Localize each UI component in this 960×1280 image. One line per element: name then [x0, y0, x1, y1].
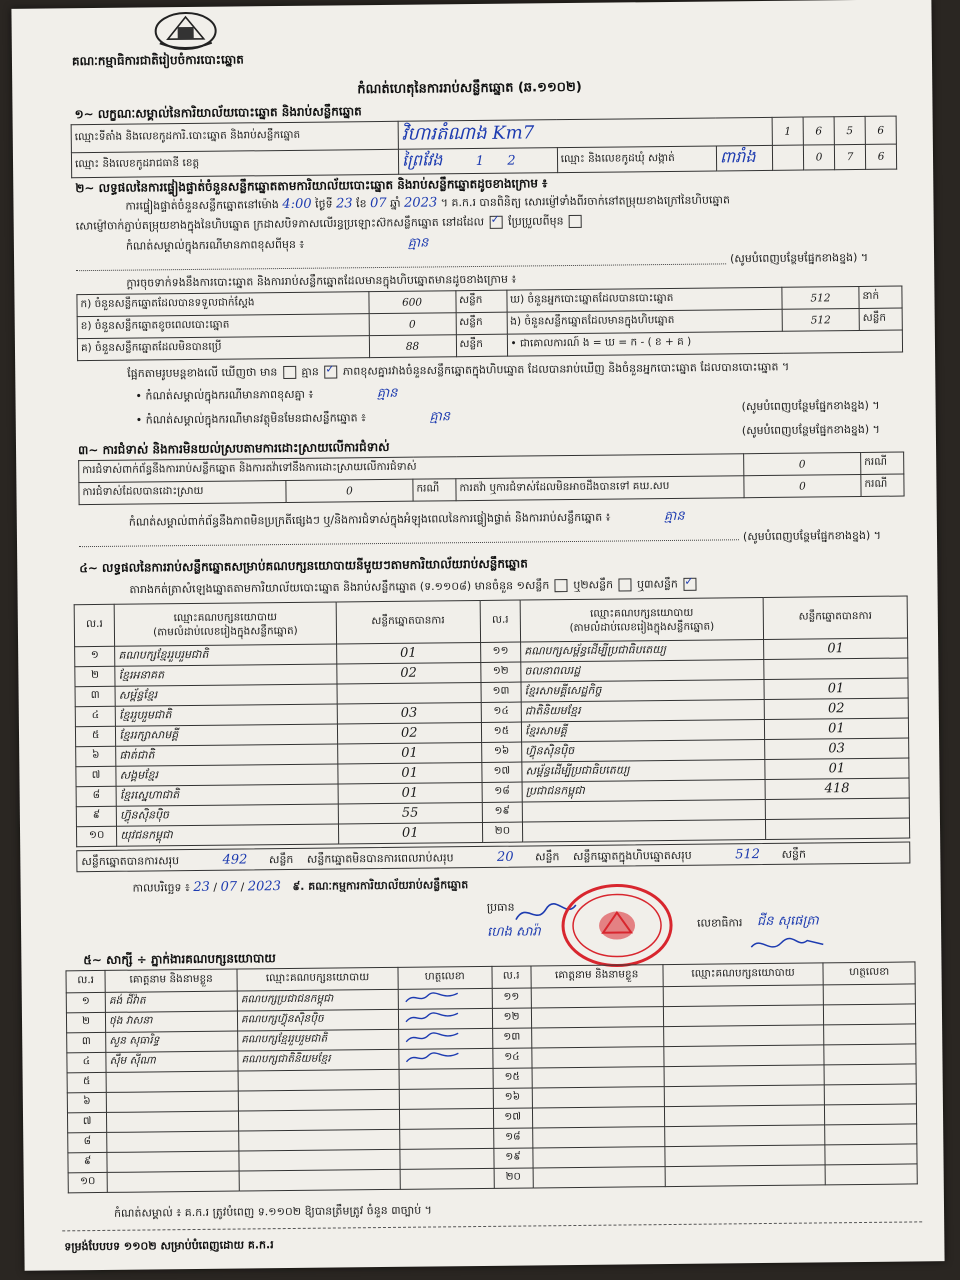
row-no: ១៣: [481, 682, 521, 702]
party-name: ខ្មែររក្សាសាមគ្គី: [116, 724, 338, 746]
vote-count: 01: [337, 742, 481, 764]
fill-back-hint: (សូមបំពេញបន្ថែមផ្នែកខាងខ្នង) ។: [730, 250, 869, 266]
changed-checkbox[interactable]: [569, 215, 582, 228]
witness-signature: [824, 1004, 916, 1025]
ballot-count-table: ក) ចំនួនសន្លឹកឆ្នោតដែលបានទទួលជាក់ស្តែង 600 សន្លឹក ឃ) ចំនួនអ្នកបោះឆ្នោតដែលបានបោះឆ្នោត 512 នាក់ ខ) ចំនួនសន្លឹកឆ្នោតខូចពេលបោះឆ្នោត 0 សន្លឹក ង) ចំនួនសន្លឹកឆ្នោតដែលមានក្នុងហិបឆ្នោត 512 សន្លឹក គ) ចំនួនសន្លឹកឆ្នោតដែលមិនបានប្រើ 88 សន្លឹក • ជាគោលការណ៍ ង = ឃ = ក - ( ខ + គ ): [76, 286, 903, 362]
row-no: ១៤: [481, 702, 521, 722]
resolved-objection-label: ការជំទាស់ដែលបានដោះស្រាយ: [79, 481, 286, 505]
witness-name: [532, 1087, 664, 1108]
witness-party: [238, 1089, 399, 1111]
row-no: ៣: [75, 686, 115, 706]
tally-sheet-line: តារាងកត់ត្រាសំឡេងឆ្នោតតាមការិយាល័យបោះឆ្នោត និងរាប់សន្លឹកឆ្នោត (ទ.១១០៨) មានចំនួន ១សន្លឹក ឬ២សន្លឹក ឬ៣សន្លឹក ✓: [129, 578, 698, 597]
witness-signature: [825, 1084, 917, 1105]
party-name: សម្ព័ន្ធខ្មែរ: [115, 684, 337, 706]
witness-party: [663, 985, 824, 1007]
national-emblem-icon: [149, 9, 221, 54]
date-month: 07: [220, 879, 238, 895]
seal-check-line: សោម្ញ៉ៅចាក់ភ្ជាប់តម្រុយខាងក្នុងនៃហិបឆ្នោត ក្រដាសបិទភាសលើរន្ធប្រឡោះស៊កសន្លឹកឆ្នោត នៅដដែល ✓ ប្រែប្រួលពីមុន: [76, 215, 584, 233]
vote-count: 02: [336, 662, 480, 684]
row-no: ៤: [67, 1052, 106, 1072]
section-5-heading: ៥~ សាក្សី ÷ ភ្នាក់ងារគណបក្សនយោបាយ: [83, 951, 276, 968]
vote-count: 01: [763, 638, 907, 660]
witness-name: [107, 1111, 239, 1132]
form-code: ទម្រង់បែបបទ ១១០២ សម្រាប់បំពេញដោយ គ.ក.រ: [64, 1238, 274, 1254]
witness-party: [663, 1025, 824, 1047]
row-no: ១៦: [493, 1088, 532, 1108]
verification-month: 07: [370, 195, 387, 212]
row-no: ១៦: [481, 742, 521, 762]
witness-party: [664, 1085, 825, 1107]
witness-signature: [824, 1044, 916, 1065]
objection-table: ការជំទាស់ពាក់ព័ន្ធនឹងការរាប់សន្លឹកឆ្នោត និងការតវ៉ាទៅនឹងការដោះស្រាយលើការជំទាស់ 0 ករណី ការជំទាស់ដែលបានដោះស្រាយ 0 ករណី ការតវ៉ា ឬការជំទាស់ដែលមិនអាចដឹងបានទៅ គឃ.សប 0 ករណី: [78, 452, 904, 506]
row-no: ២: [66, 1012, 105, 1032]
party-name: សម្ព័ន្ធដើម្បីប្រជាធិបតេយ្យ: [522, 760, 765, 783]
witness-party: គណបក្សហ៊្វុនស៊ិនប៉ិច: [237, 1009, 398, 1031]
party-name: ផាត់ជាតិ: [116, 744, 338, 766]
vote-count: 01: [764, 718, 908, 740]
witness-party: [663, 1005, 824, 1027]
station-label: ឈ្មោះទីតាំង និងលេខកូដការិ.បោះឆ្នោត និងរាប់សន្លឹកឆ្នោត: [71, 121, 398, 152]
row-no: ១៩: [482, 802, 522, 822]
party-name: ប្រជាជនកម្ពុជា: [522, 780, 765, 803]
commune-digit: 0: [803, 145, 834, 170]
witness-party: [664, 1065, 825, 1087]
witness-name: [533, 1167, 665, 1188]
party-name: យុវជនកម្ពុជា: [117, 824, 339, 846]
row-no: ១៥: [481, 722, 521, 742]
foreign-object-note-value: គ្មាន: [429, 409, 451, 425]
station-digit: 1: [772, 117, 803, 145]
row-no: ៧: [67, 1112, 106, 1132]
vote-count: 01: [336, 642, 480, 664]
row-no: ៦: [76, 746, 116, 766]
witness-name: គង់ ជីវ៉ាត: [105, 991, 237, 1012]
footer-note: កំណត់សម្គាល់ ៖ គ.ក.រ ត្រូវបំពេញ ទ.១១០២ ឱ្យបានត្រឹមត្រូវ ចំនួន ៣ច្បាប់ ។: [113, 1203, 432, 1220]
party-name: ខ្មែរអនាគត: [115, 664, 337, 686]
received-ballots-label: ក) ចំនួនសន្លឹកឆ្នោតដែលបានទទួលជាក់ស្តែង: [77, 292, 369, 317]
province-value: ព្រៃវែង: [401, 150, 443, 170]
witness-party: [664, 1125, 825, 1147]
station-digit: 6: [865, 116, 896, 144]
valid-total-value: 492: [222, 852, 248, 868]
witness-party: [664, 1145, 825, 1167]
witness-signature: [399, 1048, 493, 1069]
row-no: ១: [66, 992, 105, 1012]
commune-value: ពារាំង: [719, 147, 756, 167]
province-code: 2: [507, 153, 516, 169]
row-no: ១១: [480, 642, 520, 662]
witness-party: គណបក្សជាតិនិយមខ្មែរ: [238, 1049, 399, 1071]
witness-name: [533, 1147, 665, 1168]
witness-party: [238, 1069, 399, 1091]
verification-time-line: ការផ្ទៀងផ្ទាត់ចំនួនសន្លឹកឆ្នោតនៅម៉ោង 4:00 ថ្ងៃទី 23 ខែ 07 ឆ្នាំ 2023 ។ គ.ក.រ បានពិនិត្យ សោរម្ញ៉ៅទាំងពីរចាក់នៅតម្រុយខាងក្រៅនៃហិបឆ្នោត: [125, 193, 730, 213]
verification-year: 2023: [404, 195, 438, 211]
witness-signature: [399, 1108, 493, 1129]
witness-name: [531, 987, 663, 1008]
row-no: ១០: [76, 826, 116, 846]
witness-signature: [400, 1128, 494, 1149]
witness-signature: [398, 988, 492, 1009]
party-name: ជាតិនិយមខ្មែរ: [521, 700, 764, 723]
section-3-heading: ៣~ ការជំទាស់ និងការមិនយល់ស្របតាមការដោះស្រាយលើការជំទាស់: [77, 439, 390, 458]
two-sheet-checkbox[interactable]: [618, 578, 631, 591]
vote-count: 02: [337, 722, 481, 744]
vote-count: 01: [338, 822, 482, 844]
foreign-object-note-line: • កំណត់សម្គាល់ក្នុងករណីមានវត្ថុមិនមែនជាសន្លឹកឆ្នោត ៖ គ្មាន: [135, 409, 451, 427]
row-no: ១៧: [493, 1108, 532, 1128]
vote-count: [765, 818, 909, 840]
row-no: ៧: [76, 766, 116, 786]
col-votes: សន្លឹកឆ្នោតបានការ: [763, 596, 908, 640]
vote-count: 02: [764, 698, 908, 720]
row-no: ៨: [76, 786, 116, 806]
witness-signature: [400, 1148, 494, 1169]
witness-party: គណបក្សប្រជាជនកម្ពុជា: [237, 989, 398, 1011]
irregularity-note-value: គ្មាន: [663, 508, 685, 525]
col-no: ល.រ: [480, 600, 521, 642]
date-line: កាលបរិច្ឆេទ ៖ 23 / 07 / 2023 ៩. គណៈកម្មការការិយាល័យរាប់សន្លឹកឆ្នោត: [132, 878, 469, 895]
row-no: ៩: [76, 806, 116, 826]
row-no: ១៩: [493, 1148, 532, 1168]
row-no: ១៨: [482, 782, 522, 802]
ballots-in-box-label: ង) ចំនួនសន្លឹកឆ្នោតដែលមានក្នុងហិបឆ្នោត: [507, 309, 783, 334]
vote-count: 01: [338, 782, 482, 804]
party-name: ខ្មែរសាមគ្គី: [521, 720, 764, 743]
vote-count: 01: [337, 762, 481, 784]
witness-name: [106, 1071, 238, 1092]
row-no: ៩: [68, 1152, 107, 1172]
row-no: ១៧: [482, 762, 522, 782]
secretary-signature-icon: [747, 930, 827, 957]
row-no: ៣: [67, 1032, 106, 1052]
vote-count: 03: [764, 738, 908, 760]
vote-count: 55: [338, 802, 482, 824]
secretary-label: លេខាធិការ: [696, 916, 743, 930]
row-no: ១៣: [492, 1028, 531, 1048]
witness-party: [238, 1109, 399, 1131]
witness-name: [532, 1107, 664, 1128]
station-name-value: វិហារតំណាង Km7: [401, 122, 535, 145]
vote-count: 01: [764, 678, 908, 700]
row-no: ១២: [492, 1008, 531, 1028]
chair-name: ហេង សារ៉ា: [487, 924, 541, 940]
party-name: ចលនាពលរដ្ឋ: [521, 660, 764, 683]
witness-signature: [825, 1144, 917, 1165]
row-no: ១៤: [492, 1048, 531, 1068]
fill-back-hint: (សូមបំពេញបន្ថែមផ្នែកខាងខ្នង) ។: [741, 398, 880, 414]
totals-row: សន្លឹកឆ្នោតបានការសរុប 492 សន្លឹក សន្លឹកឆ្នោតមិនបានការពេលរាប់សរុប 20 សន្លឹក សន្លឹកឆ្នោតក្នុងហិបឆ្នោតសរុប 512 សន្លឹក: [76, 841, 910, 872]
party-name: ហ៊្វុនស៊ិនប៉ិច: [117, 804, 339, 826]
witness-party: [239, 1129, 400, 1151]
party-name: [522, 800, 765, 823]
unresolved-objection-value: 0: [744, 474, 861, 497]
row-no: ៤: [75, 706, 115, 726]
witness-signature: [825, 1124, 917, 1145]
witness-signature: [399, 1088, 493, 1109]
row-no: ១១: [492, 988, 531, 1008]
unresolved-objection-label: ការតវ៉ា ឬការជំទាស់ដែលមិនអាចដឹងបានទៅ គឃ.សប: [456, 476, 744, 501]
witness-name: [107, 1151, 239, 1172]
ballots-in-box-value: 512: [782, 308, 859, 331]
diff-note-line: កំណត់សម្គាល់ក្នុងករណីមានភាពខុសពីមុន ៖ គ្មាន: [125, 235, 429, 253]
witness-name: ថុង វាសនា: [106, 1011, 238, 1032]
witness-signature: [824, 1024, 916, 1045]
witness-signature: [400, 1168, 494, 1189]
signature-icon: [402, 1029, 462, 1046]
three-sheet-checkbox[interactable]: ✓: [683, 578, 696, 591]
resolved-objection-value: 0: [286, 479, 413, 502]
row-no: ១២: [481, 662, 521, 682]
witness-table: ល.រ គោត្តនាម និងនាមខ្លួន ឈ្មោះគណបក្សនយោបាយ ហត្ថលេខា ល.រ គោត្តនាម និងនាមខ្លួន ឈ្មោះគណបក្សនយោបាយ ហត្ថលេខា ១ គង់ ជីវ៉ាត គណបក្សប្រជាជនកម្ពុជា ១១ ២ ថុង វាសនា គណបក្សហ៊្វុនស៊ិនប៉ិច ១២ ៣ សួន សុធារិទ្ធ គណបក្សខ្មែររួបរួមជាតិ ១៣ ៤ ស៊ឹម ស៊ីណា គណបក្សជាតិនិយមខ្មែរ ១៤ ៥ ១៥ ៦ ១៦ ៧ ១៧ ៨ ១៨ ៩ ១៩ ១០ ២០: [65, 961, 917, 1193]
org-name: គណៈកម្មាធិការជាតិរៀបចំការបោះឆ្នោត: [71, 52, 244, 69]
commune-digit: 7: [834, 144, 865, 169]
witness-signature: [398, 1028, 492, 1049]
formula-note: • ជាគោលការណ៍ ង = ឃ = ក - ( ខ + គ ): [507, 330, 903, 356]
witness-name: [531, 1027, 663, 1048]
province-code: 1: [475, 153, 485, 169]
chair-label: ប្រធាន: [486, 900, 515, 914]
has-diff-checkbox[interactable]: [283, 366, 296, 379]
witness-signature: [399, 1068, 493, 1089]
row-no: ១៨: [493, 1128, 532, 1148]
witness-party: គណបក្សខ្មែររួបរួមជាតិ: [238, 1029, 399, 1051]
vote-count: 03: [337, 702, 481, 724]
party-name: សង្គមខ្មែរ: [116, 764, 338, 786]
signature-icon: [402, 989, 462, 1006]
row-no: ១: [75, 646, 115, 666]
vote-count: [765, 798, 909, 820]
witness-signature: [398, 1008, 492, 1029]
section-2-heading: ២~ លទ្ធផលនៃការផ្ទៀងផ្ទាត់ចំនួនសន្លឹកឆ្នោតតាមការិយាល័យបោះឆ្នោត និងរាប់សន្លឹកឆ្នោតដូចខាងក្រោម ៖: [75, 176, 548, 196]
irregularity-note-line: កំណត់សម្គាល់ពាក់ព័ន្ធនឹងភាពមិនប្រក្រតីផ្សេងៗ ឬ/និងការជំទាស់ក្នុងអំឡុងពេលនៃការផ្ទៀងផ្ទាត់ និងការរាប់សន្លឹកឆ្នោត ៖ គ្មាន: [128, 508, 685, 529]
witness-signature: [824, 1064, 916, 1085]
witness-signature: [824, 984, 916, 1005]
unused-ballots-value: 88: [369, 335, 456, 358]
witness-signature: [825, 1104, 917, 1125]
witness-party: [663, 1045, 824, 1067]
voters-value: 512: [782, 286, 859, 309]
vote-count: 01: [765, 758, 909, 780]
one-sheet-checkbox[interactable]: [555, 579, 568, 592]
document-page: [11, 0, 944, 1271]
row-no: ៥: [67, 1072, 106, 1092]
col-no: ល.រ: [74, 604, 115, 646]
row-no: ២: [75, 666, 115, 686]
no-diff-checkbox[interactable]: ✓: [324, 365, 337, 378]
received-ballots-value: 600: [368, 291, 455, 314]
witness-name: [531, 1007, 663, 1028]
document-title: កំណត់ហេតុនៃការរាប់សន្លឹកឆ្នោត (ឆ.១១០២): [357, 79, 582, 98]
box-total-value: 512: [735, 847, 761, 863]
vote-count: [764, 658, 908, 680]
discrepancy-note-value: គ្មាន: [376, 385, 398, 402]
same-checkbox[interactable]: ✓: [490, 216, 503, 229]
objection-label: ការជំទាស់ពាក់ព័ន្ធនឹងការរាប់សន្លឹកឆ្នោត និងការតវ៉ាទៅនឹងការដោះស្រាយលើការជំទាស់: [79, 454, 744, 483]
witness-name: [531, 1047, 663, 1068]
fill-back-hint: (សូមបំពេញបន្ថែមផ្នែកខាងខ្នង) ។: [741, 422, 880, 438]
objection-value: 0: [744, 452, 861, 475]
commune-label: ឈ្មោះ និងលេខកូដឃុំ សង្កាត់: [557, 146, 717, 173]
col-party: ឈ្មោះគណបក្សនយោបាយ (តាមលំដាប់លេខរៀងក្នុងសន្លឹកឆ្នោត): [114, 602, 336, 646]
unused-ballots-label: គ) ចំនួនសន្លឹកឆ្នោតដែលមិនបានប្រើ: [77, 336, 369, 361]
witness-name: [106, 1091, 238, 1112]
witness-name: [107, 1171, 239, 1192]
official-stamp-icon: [559, 882, 676, 969]
witness-name: [532, 1067, 664, 1088]
ballot-intro: ក្តារចុចទាក់ទងនឹងការបោះឆ្នោត និងការរាប់សន្លឹកឆ្នោតដែលមានក្នុងហិបឆ្នោតមានដូចខាងក្រោម ៖: [126, 272, 517, 290]
witness-name: [532, 1127, 664, 1148]
vote-count: 418: [765, 778, 909, 800]
row-no: ២០: [494, 1168, 533, 1188]
voters-label: ឃ) ចំនួនអ្នកបោះឆ្នោតដែលបានបោះឆ្នោត: [506, 287, 782, 312]
spoiled-ballots-label: ខ) ចំនួនសន្លឹកឆ្នោតខូចពេលបោះឆ្នោត: [77, 314, 369, 339]
col-party: ឈ្មោះគណបក្សនយោបាយ (តាមលំដាប់លេខរៀងក្នុងសន្លឹកឆ្នោត): [520, 598, 763, 643]
discrepancy-note-line: • កំណត់សម្គាល់ក្នុងករណីមានភាពខុសគ្នា ៖ គ្មាន: [135, 385, 398, 403]
section-1-heading: ១~ លក្ខណៈសម្គាល់នៃការិយាល័យបោះឆ្នោត និងរាប់សន្លឹកឆ្នោត: [74, 104, 362, 122]
row-no: ២០: [482, 822, 522, 842]
witness-name: សួន សុធារិទ្ធ: [106, 1031, 238, 1052]
diff-note-value: គ្មាន: [407, 235, 429, 251]
vote-count: [337, 682, 481, 704]
witness-signature: [825, 1164, 917, 1185]
results-table: [74, 595, 910, 847]
verification-day: 23: [335, 196, 353, 212]
party-name: ខ្មែរសាមគ្គីសេដ្ឋកិច្ច: [521, 680, 764, 703]
fill-back-hint: (សូមបំពេញបន្ថែមផ្នែកខាងខ្នង) ។: [742, 528, 882, 544]
discrepancy-line: ផ្អែកតាមរូបមន្តខាងលើ ឃើញថា មាន គ្មាន ✓ ភាពខុសគ្នារវាងចំនួនសន្លឹកឆ្នោតក្នុងហិបឆ្នោត ដែលបានរាប់ឃើញ និងចំនួនអ្នកបោះឆ្នោត ដែលបានបោះឆ្នោត ។: [127, 360, 790, 381]
party-name: [523, 820, 766, 843]
signature-icon: [402, 1049, 462, 1066]
secretary-name: ជីន សុផេត្រា: [756, 913, 819, 930]
row-no: ៥: [75, 726, 115, 746]
party-name: គណបក្សខ្មែររួបរួមជាតិ: [115, 644, 337, 666]
date-day: 23: [193, 879, 210, 895]
province-label: ឈ្មោះ និងលេខកូដរាជធានី ខេត្ត: [71, 149, 398, 177]
witness-party: [239, 1169, 400, 1191]
verification-time: 4:00: [282, 196, 312, 213]
party-name: ខ្មែរស្នេហាជាតិ: [116, 784, 338, 806]
party-name: ខ្មែររួបរួមជាតិ: [115, 704, 337, 726]
witness-party: [665, 1165, 826, 1187]
col-votes: សន្លឹកឆ្នោតបានការ: [336, 600, 481, 644]
party-name: ហ៊្វុនស៊ិនប៉ិច: [522, 740, 765, 763]
spoiled-ballots-value: 0: [369, 313, 456, 336]
station-digit: 6: [803, 117, 834, 145]
row-no: ១០: [68, 1172, 107, 1192]
witness-name: [107, 1131, 239, 1152]
row-no: ៦: [67, 1092, 106, 1112]
station-digit: 5: [834, 116, 865, 144]
section-4-heading: ៤~ លទ្ធផលនៃការរាប់សន្លឹកឆ្នោតសម្រាប់គណបក្សនយោបាយនីមួយៗតាមការិយាល័យរាប់សន្លឹកឆ្នោត: [79, 556, 528, 576]
invalid-total-value: 20: [496, 849, 514, 865]
witness-name: ស៊ឹម ស៊ីណា: [106, 1051, 238, 1072]
row-no: ៨: [68, 1132, 107, 1152]
signature-icon: [402, 1009, 462, 1026]
station-identity-table: [71, 116, 898, 179]
date-year: 2023: [247, 879, 282, 895]
commune-digit: 6: [865, 144, 896, 169]
witness-party: [664, 1105, 825, 1127]
witness-party: [239, 1149, 400, 1171]
party-name: គណបក្សសម្ព័ន្ធដើម្បីប្រជាធិបតេយ្យ: [521, 640, 764, 663]
row-no: ១៥: [493, 1068, 532, 1088]
